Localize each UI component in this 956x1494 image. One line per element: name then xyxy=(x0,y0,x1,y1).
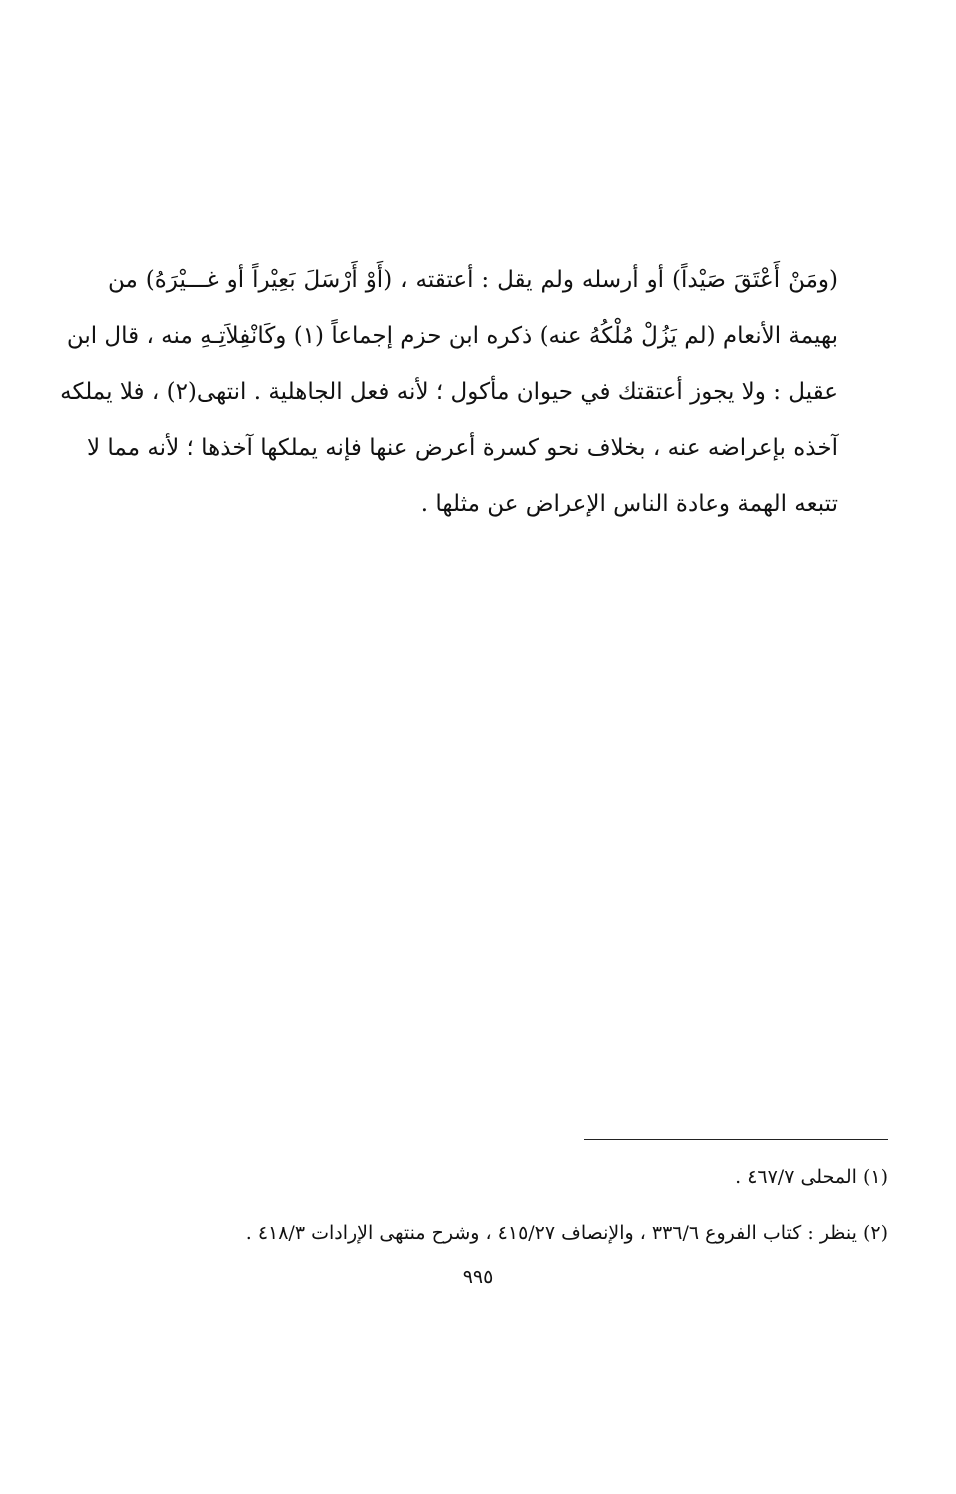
text-line-1: (ومَنْ أَعْتَقَ صَيْداً) أو أرسله ولم يقل : أعتقته ، (أَوْ أَرْسَلَ بَعِيْراً أو غـــيْرَهُ) من xyxy=(108,267,838,293)
footnote-2: (٢) ينظر : كتاب الفروع ٣٣٦/٦ ، والإنصاف ٤١٥/٢٧ ، وشرح منتهى الإرادات ٤١٨/٣ . xyxy=(245,1222,888,1244)
footnote-1: (١) المحلى ٤٦٧/٧ . xyxy=(735,1166,888,1188)
text-line-4: آخذه بإعراضه عنه ، بخلاف نحو كسرة أعرض عنها فإنه يملكها آخذها ؛ لأنه مما لا xyxy=(86,435,838,461)
text-line-5: تتبعه الهمة وعادة الناس الإعراض عن مثلها . xyxy=(420,491,838,517)
footnote-separator xyxy=(584,1139,888,1140)
text-line-3: عقيل : ولا يجوز أعتقتك في حيوان مأكول ؛ لأنه فعل الجاهلية . انتهى(٢) ، فلا يملكه xyxy=(60,379,838,405)
text-line-2: بهيمة الأنعام (لم يَزُلْ مُلْكُهُ عنه) ذكره ابن حزم إجماعاً (١) وكَانْفِلاَتِـهِ منه ، قال ابن xyxy=(66,323,838,349)
main-text-block xyxy=(60,252,838,532)
page-number: ٩٩٥ xyxy=(462,1266,494,1288)
